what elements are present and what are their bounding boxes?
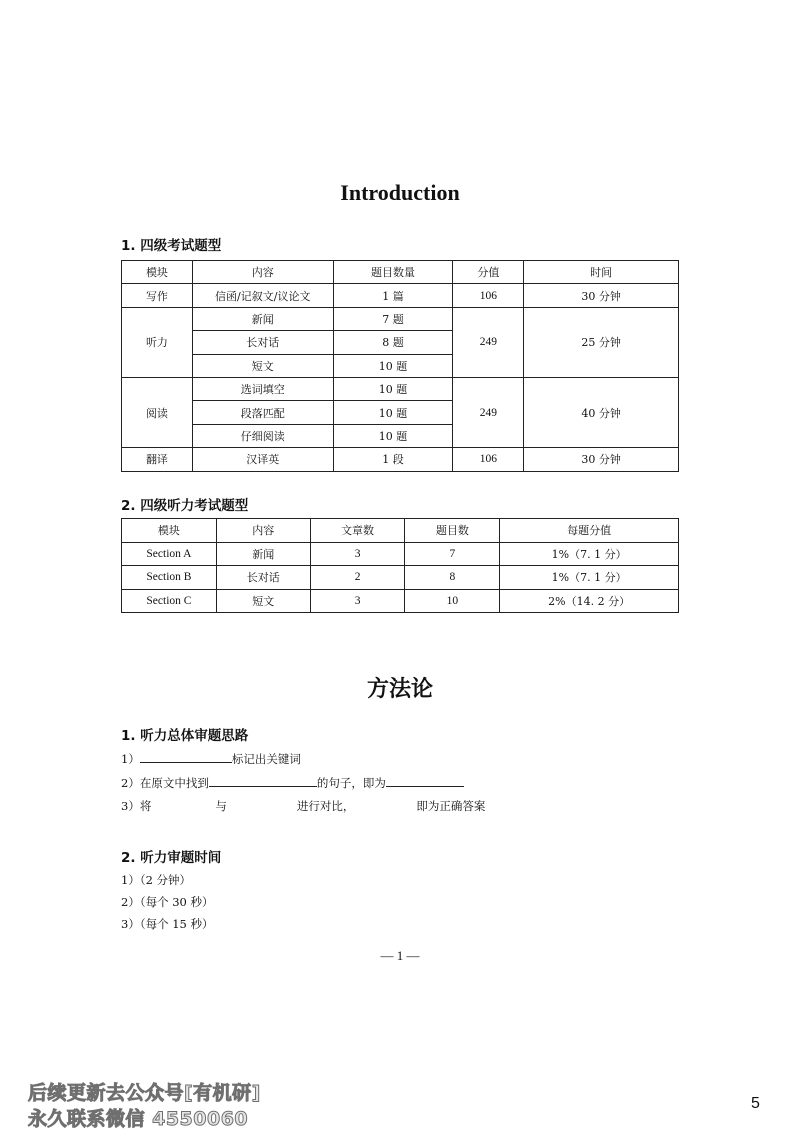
cell-content: 选词填空 bbox=[192, 377, 333, 400]
cell-content: 短文 bbox=[192, 354, 333, 377]
header-module: 模块 bbox=[122, 261, 193, 284]
cell-count: 10 题 bbox=[333, 401, 453, 424]
header-score-per-question: 每题分值 bbox=[500, 519, 679, 543]
cell-module: 翻译 bbox=[122, 448, 193, 471]
method2-heading: 2. 听力审题时间 bbox=[121, 850, 222, 866]
table-row bbox=[122, 542, 679, 566]
cell-module: 听力 bbox=[122, 307, 193, 377]
table-row bbox=[122, 448, 679, 471]
cell-count: 10 题 bbox=[333, 424, 453, 447]
cell-score: 106 bbox=[453, 284, 524, 307]
cell-questions: 8 bbox=[405, 566, 500, 590]
method1-heading: 1. 听力总体审题思路 bbox=[121, 728, 249, 744]
table-row bbox=[122, 566, 679, 590]
cell-count: 10 题 bbox=[333, 377, 453, 400]
header-score: 分值 bbox=[453, 261, 524, 284]
cell-content: 长对话 bbox=[216, 566, 310, 590]
method2-item: 2）（每个 30 秒） bbox=[121, 895, 214, 909]
method1-item-2 bbox=[121, 774, 464, 791]
table-header-row bbox=[122, 519, 679, 543]
method2-item: 3）（每个 15 秒） bbox=[121, 917, 214, 931]
table-row bbox=[122, 284, 679, 307]
table-row bbox=[122, 377, 679, 400]
cell-module: Section A bbox=[122, 542, 217, 566]
cell-count: 1 篇 bbox=[333, 284, 453, 307]
table-row bbox=[122, 307, 679, 330]
section2-heading: 2. 四级听力考试题型 bbox=[121, 498, 249, 514]
cell-content: 段落匹配 bbox=[192, 401, 333, 424]
cell-count: 7 题 bbox=[333, 307, 453, 330]
cell-time: 30 分钟 bbox=[524, 284, 679, 307]
method1-item-3 bbox=[121, 798, 485, 814]
page-number: 5 bbox=[751, 1095, 760, 1112]
cell-score: 1%（7. 1 分） bbox=[500, 542, 679, 566]
item-number: 3） bbox=[121, 799, 140, 813]
cell-questions: 7 bbox=[405, 542, 500, 566]
header-questions: 题目数 bbox=[405, 519, 500, 543]
cell-module: Section C bbox=[122, 589, 217, 613]
cell-module: 写作 bbox=[122, 284, 193, 307]
item-number: 1） bbox=[121, 752, 140, 766]
item-text: 将 bbox=[139, 799, 152, 813]
cell-score: 249 bbox=[453, 307, 524, 377]
item-text: 进行对比， bbox=[296, 799, 355, 813]
table-row bbox=[122, 589, 679, 613]
item-number: 2） bbox=[121, 776, 140, 790]
cell-questions: 10 bbox=[405, 589, 500, 613]
item-text: 的句子，即为 bbox=[316, 776, 386, 790]
header-content: 内容 bbox=[192, 261, 333, 284]
fill-in-blank bbox=[209, 774, 317, 787]
cell-content: 信函/记叙文/议论文 bbox=[192, 284, 333, 307]
cell-content: 仔细阅读 bbox=[192, 424, 333, 447]
cell-content: 新闻 bbox=[192, 307, 333, 330]
item-text: 与 bbox=[215, 799, 227, 813]
cell-score: 2%（14. 2 分） bbox=[500, 589, 679, 613]
item-text: 在原文中找到 bbox=[139, 776, 209, 790]
cell-articles: 2 bbox=[310, 566, 405, 590]
cell-score: 249 bbox=[453, 377, 524, 447]
header-articles: 文章数 bbox=[310, 519, 405, 543]
fill-in-blank bbox=[140, 750, 232, 763]
watermark-line-2: 永久联系微信 4550060 bbox=[28, 1108, 249, 1130]
header-count: 题目数量 bbox=[333, 261, 453, 284]
cell-articles: 3 bbox=[310, 542, 405, 566]
item-text: 标记出关键词 bbox=[231, 752, 301, 766]
page-title-chinese: 方法论 bbox=[366, 676, 433, 702]
cell-content: 短文 bbox=[216, 589, 310, 613]
item-text: 即为正确答案 bbox=[416, 799, 486, 813]
cell-count: 10 题 bbox=[333, 354, 453, 377]
cell-score: 106 bbox=[453, 448, 524, 471]
header-time: 时间 bbox=[524, 261, 679, 284]
fill-in-blank bbox=[386, 774, 464, 787]
cell-time: 40 分钟 bbox=[524, 377, 679, 447]
cell-module: 阅读 bbox=[122, 377, 193, 447]
section1-heading: 1. 四级考试题型 bbox=[121, 238, 222, 254]
page-footer-number: — 1 — bbox=[380, 948, 420, 963]
cell-time: 25 分钟 bbox=[524, 307, 679, 377]
cell-articles: 3 bbox=[310, 589, 405, 613]
method2-item: 1）（2 分钟） bbox=[121, 873, 192, 887]
listening-format-table bbox=[121, 518, 679, 613]
cell-content: 汉译英 bbox=[192, 448, 333, 471]
cell-content: 长对话 bbox=[192, 331, 333, 354]
page-title-english: Introduction bbox=[340, 180, 460, 205]
table-header-row bbox=[122, 261, 679, 284]
cell-time: 30 分钟 bbox=[524, 448, 679, 471]
cell-count: 1 段 bbox=[333, 448, 453, 471]
header-content: 内容 bbox=[216, 519, 310, 543]
cell-score: 1%（7. 1 分） bbox=[500, 566, 679, 590]
cell-content: 新闻 bbox=[216, 542, 310, 566]
cell-count: 8 题 bbox=[333, 331, 453, 354]
method1-item-1 bbox=[121, 750, 301, 767]
watermark-line-1: 后续更新去公众号[有机研] bbox=[28, 1082, 261, 1104]
header-module: 模块 bbox=[122, 519, 217, 543]
cell-module: Section B bbox=[122, 566, 217, 590]
exam-format-table bbox=[121, 260, 679, 472]
